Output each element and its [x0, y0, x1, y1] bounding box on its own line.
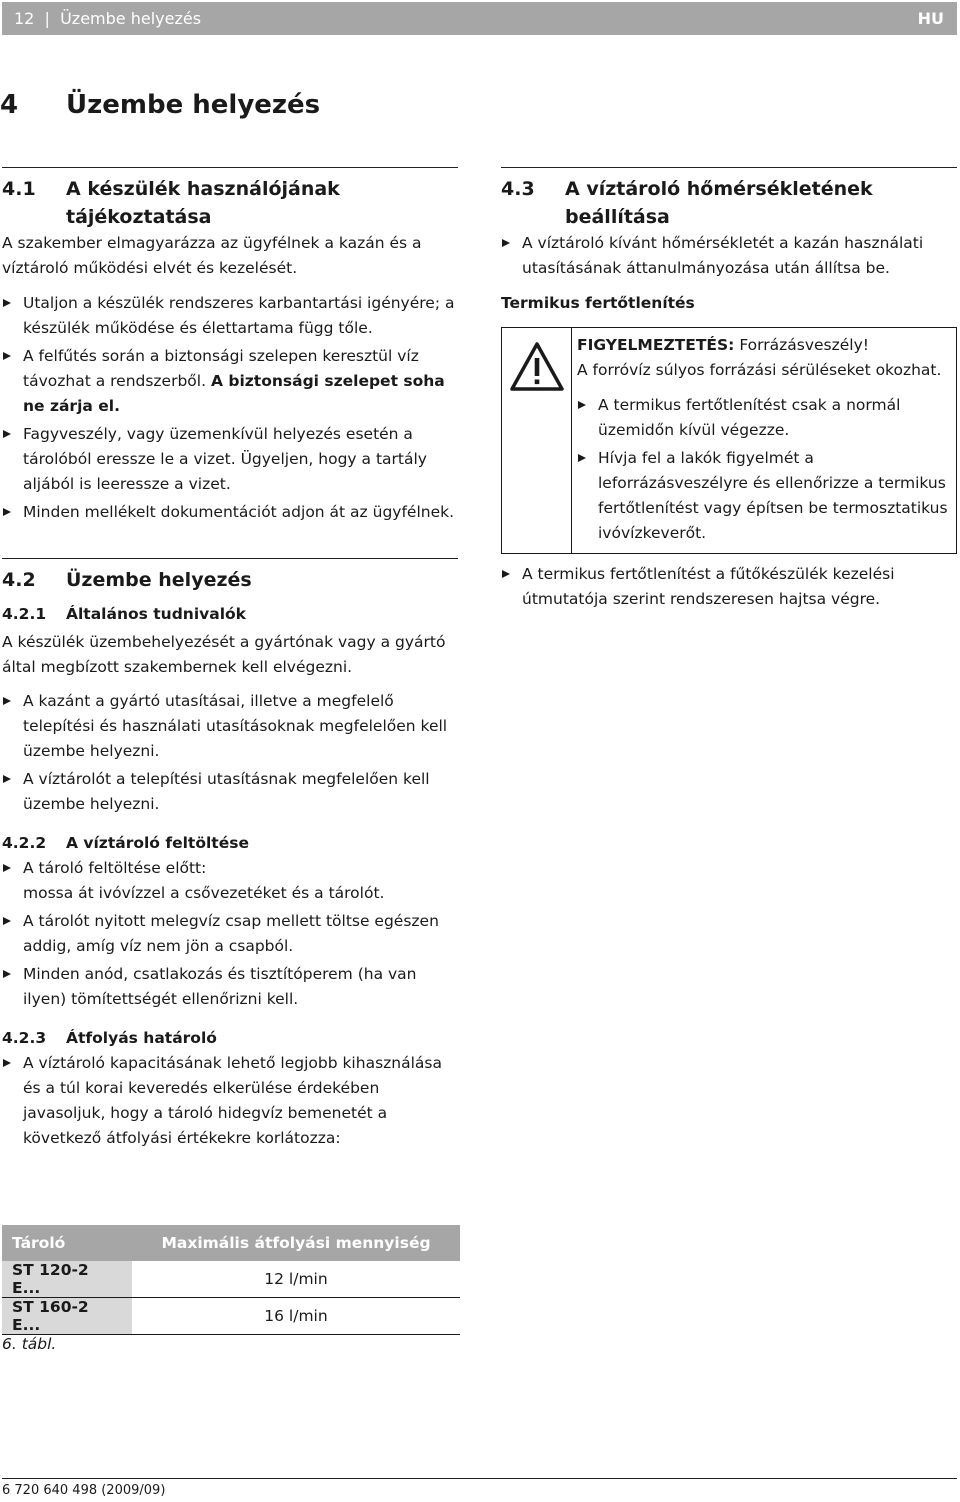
list-item: A tárolót nyitott melegvíz csap mellett töltse egészen addig, amíg víz nem jön a csapból.	[2, 909, 458, 959]
section-4-1-heading	[2, 168, 458, 231]
section-number: 4.1	[2, 178, 36, 200]
section-4-2-1-heading	[2, 602, 458, 627]
chapter-number: 4	[0, 90, 19, 120]
warning-title-text: Forrázásveszély!	[739, 336, 869, 354]
section-4-2-heading	[2, 559, 458, 594]
section-4-1	[2, 167, 458, 525]
subsection-title: Általános tudnivalók	[66, 605, 246, 623]
list-item: A víztároló kívánt hőmérsékletét a kazán használati utasításának áttanulmányozása után állítsa be.	[501, 231, 957, 281]
list-item: A víztároló kapacitásának lehető legjobb kihasználása és a túl korai keveredés elkerülése érdekében javasoljuk, hogy a tároló hidegvíz bemenetét a következő átfolyási értékekre korlátozza:	[2, 1051, 458, 1151]
list-item-bold-text: A biztonsági szelepet soha ne zárja el.	[23, 372, 445, 415]
table-cell: 16 l/min	[132, 1298, 460, 1335]
subsection-number: 4.2.1	[2, 605, 47, 623]
section-4-2	[2, 558, 458, 1151]
page-header-left: 12 | Üzembe helyezés	[14, 9, 202, 28]
section-number: 4.2	[2, 569, 36, 591]
list-item	[2, 344, 458, 419]
table-header-cell: Maximális átfolyási mennyiség	[132, 1225, 460, 1261]
header-section: Üzembe helyezés	[60, 9, 202, 28]
subsection-number: 4.2.2	[2, 834, 47, 852]
list-item-text: A felfűtés során a biztonsági szelepen keresztül víz távozhat a rendszerből.	[23, 347, 419, 390]
flow-limit-table	[2, 1225, 460, 1335]
page-number: 12	[14, 9, 35, 28]
warning-triangle-icon	[509, 340, 565, 392]
section-4-1-intro: A szakember elmagyarázza az ügyfélnek a kazán és a víztároló működési elvét és kezelését.	[2, 234, 422, 277]
section-4-2-3-list	[2, 1051, 458, 1151]
warning-label: FIGYELMEZTETÉS:	[577, 336, 735, 354]
warning-icon-cell	[502, 328, 572, 553]
section-4-2-1-intro: A készülék üzembehelyezését a gyártónak vagy a gyártó által megbízott szakembernek kell elvégezni.	[2, 633, 446, 676]
header-language: HU	[917, 9, 944, 28]
table-cell: 12 l/min	[132, 1261, 460, 1298]
list-item: Utaljon a készülék rendszeres karbantartási igényére; a készülék működése és élettartama függ tőle.	[2, 291, 458, 341]
section-title: A víztároló hőmérsékletének beállítása	[565, 178, 873, 228]
right-column	[501, 167, 957, 615]
table-header-row	[2, 1225, 460, 1261]
list-item: Minden anód, csatlakozás és tisztítóperem (ha van ilyen) tömítettségét ellenőrizni kell.	[2, 962, 458, 1012]
section-4-3-heading	[501, 168, 957, 231]
section-4-1-list	[2, 291, 458, 525]
table-header-cell: Tároló	[2, 1225, 132, 1261]
left-column	[2, 167, 458, 1154]
page-header	[2, 2, 957, 35]
section-4-3-list-after	[501, 562, 957, 612]
table-row	[2, 1298, 460, 1335]
page-footer	[2, 1478, 957, 1498]
subsection-title: Átfolyás határoló	[66, 1029, 217, 1047]
section-4-3-list	[501, 231, 957, 281]
section-4-2-3-heading	[2, 1026, 458, 1051]
warning-text: A forróvíz súlyos forrázási sérüléseket okozhat.	[577, 361, 942, 379]
document-number: 6 720 640 498 (2009/09)	[2, 1483, 166, 1498]
subsection-number: 4.2.3	[2, 1029, 47, 1047]
list-item	[2, 856, 458, 906]
list-item: Minden mellékelt dokumentációt adjon át az ügyfélnek.	[2, 500, 458, 525]
list-item: A termikus fertőtlenítést csak a normál üzemidőn kívül végezze.	[577, 393, 948, 443]
list-item: A víztárolót a telepítési utasításnak megfelelően kell üzembe helyezni.	[2, 767, 458, 817]
table-caption: 6. tábl.	[2, 1335, 57, 1353]
list-item-line: A tároló feltöltése előtt:	[23, 859, 207, 877]
section-4-2-2-heading	[2, 831, 458, 856]
chapter-title-text: Üzembe helyezés	[66, 90, 321, 120]
section-title: A készülék használójának tájékoztatása	[66, 178, 340, 228]
table-cell: ST 160-2 E...	[2, 1298, 132, 1335]
list-item: Fagyveszély, vagy üzemenkívül helyezés esetén a tárolóból eressze le a vizet. Ügyeljen, hogy a tartály aljából is leeressze a vizet.	[2, 422, 458, 497]
subsection-title: A víztároló feltöltése	[66, 834, 249, 852]
warning-box	[501, 327, 957, 554]
list-item: Hívja fel a lakók figyelmét a leforrázásveszélyre és ellenőrizze a termikus fertőtlenítést vagy építsen be termosztatikus ivóvízkeverőt.	[577, 446, 948, 546]
warning-title	[577, 333, 948, 358]
list-item: A termikus fertőtlenítést a fűtőkészülék kezelési útmutatója szerint rendszeresen hajtsa végre.	[501, 562, 957, 612]
warning-content	[572, 328, 956, 553]
section-4-2-1-list	[2, 689, 458, 817]
section-title: Üzembe helyezés	[66, 569, 252, 591]
section-4-2-2-list	[2, 856, 458, 1012]
table-row	[2, 1261, 460, 1298]
subheading: Termikus fertőtlenítés	[501, 294, 695, 312]
warning-list	[577, 393, 948, 546]
chapter-title	[0, 90, 320, 120]
section-4-3	[501, 167, 957, 612]
section-number: 4.3	[501, 178, 535, 200]
table-cell: ST 120-2 E...	[2, 1261, 132, 1298]
list-item-line: mossa át ivóvízzel a csővezetéket és a tárolót.	[23, 884, 385, 902]
list-item: A kazánt a gyártó utasításai, illetve a megfelelő telepítési és használati utasításoknak megfelelően kell üzembe helyezni.	[2, 689, 458, 764]
